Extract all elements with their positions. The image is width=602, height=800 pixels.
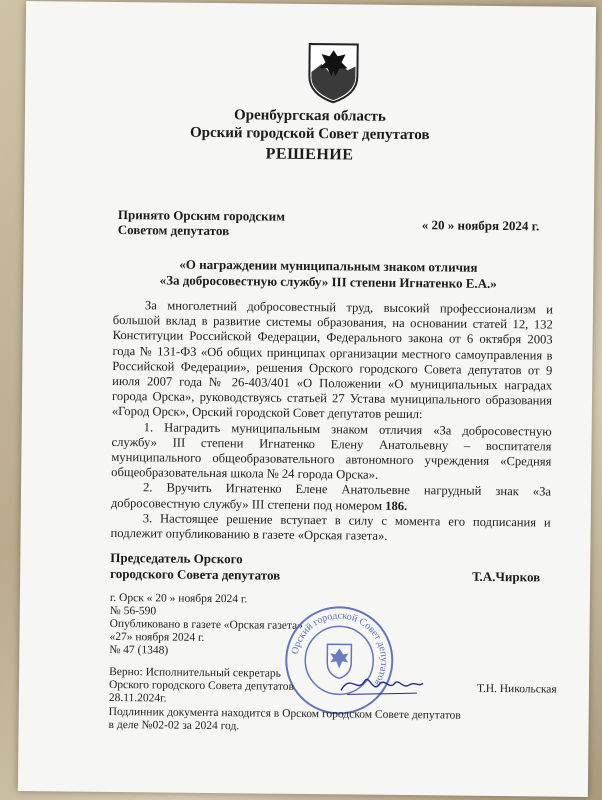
original-note-line: в деле №02-02 за 2024 год. xyxy=(108,718,240,733)
chairman-position xyxy=(110,550,280,584)
original-note-line: Подлинник документа находится в Орском городском Совете депутатов xyxy=(108,705,461,722)
clause-1: 1. Наградить муниципальным знаком отличия «За добросовестную службу» III степени Игнатенко Елену Анатольевну – воспитателя муниципального общеобразовательного автономного учреждения «Средняя общеобразовательная школа № 24 города Орска». xyxy=(111,419,552,482)
decision-date: « 20 » ноября 2024 г. xyxy=(421,217,540,234)
registry-line: Опубликовано в газете «Орская газета» xyxy=(109,617,303,632)
verification-line: Верно: Исполнительный секретарь xyxy=(109,665,281,680)
registry-line: № 56-590 xyxy=(109,604,157,618)
clause-2 xyxy=(111,480,551,515)
document-type-heading: РЕШЕНИЕ xyxy=(265,145,354,164)
chairman-position-line: Председатель Орского xyxy=(110,549,243,567)
adopted-line: Советом депутатов xyxy=(117,222,230,239)
document-sheet xyxy=(18,1,596,797)
clause-2-text: 2. Вручить Игнатенко Елене Анатольевне нагрудный знак «За добросовестную службу» III степени под номером xyxy=(110,480,552,513)
council-heading: Орский городской Совет депутатов xyxy=(189,124,430,144)
stamp-ring-text: Орский городской Совет депутатов xyxy=(289,610,390,688)
region-heading: Оренбургская область xyxy=(233,107,386,125)
secretary-name: Т.Н. Никольская xyxy=(476,682,557,696)
verification-line: Орского городского Совета депутатов xyxy=(108,678,295,693)
decision-title-line: «За добросовестную службу» III степени Игнатенко Е.А.» xyxy=(159,272,497,291)
original-location-note xyxy=(109,706,461,736)
registry-line: № 47 (1348) xyxy=(109,643,169,657)
decision-body xyxy=(111,298,554,546)
badge-number: 186. xyxy=(385,498,408,513)
registry-block xyxy=(109,592,303,659)
adopted-by xyxy=(118,207,285,239)
registry-line: г. Орск « 20 » ноября 2024 г. xyxy=(109,591,248,606)
clause-3: 3. Настоящее решение вступает в силу с момента его подписания и подлежит опубликованию в газете «Орская газета». xyxy=(110,511,551,543)
decision-title-line: «О награждении муниципальным знаком отличия xyxy=(179,256,478,275)
registry-line: «27» ноября 2024 г. xyxy=(109,630,205,644)
handwritten-signature xyxy=(337,664,427,703)
chairman-position-line: городского Совета депутатов xyxy=(110,565,281,583)
chairman-name: Т.А.Чирков xyxy=(472,568,541,585)
preamble-paragraph: За многолетний добросовестный труд, высокий профессионализм и большой вклад в развитие системы образования, на основании статей 12, 132 Конституции Российской Федерации, Федерального закона от 6 октября 2003 года № 131-ФЗ «Об общих принципах организации местного самоуправления в Российской Федерации», решения Орского городского Совета депутатов от 9 июля 2007 года № 26-403/401 «О Положении «О муниципальных наградах города Орска», руководствуясь статьей 27 Устава муниципального образования «Город Орск», Орский городской Совет депутатов решил: xyxy=(111,298,554,422)
verification-block xyxy=(109,666,294,707)
verification-line: 28.11.2024г. xyxy=(108,691,167,705)
adopted-line: Принято Орским городским xyxy=(117,207,286,224)
city-coat-of-arms-icon xyxy=(307,42,360,105)
